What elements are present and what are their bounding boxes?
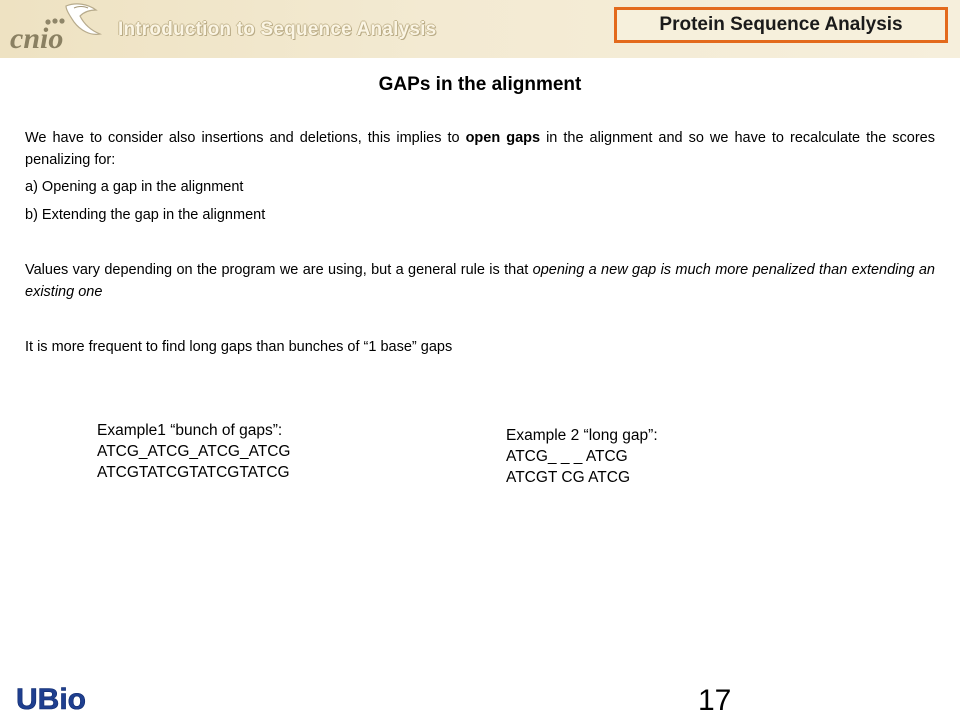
cnio-logo bbox=[4, 0, 114, 58]
paragraph-general-rule bbox=[25, 259, 935, 303]
paragraph-long-gaps: It is more frequent to find long gaps than bunches of “1 base” gaps bbox=[25, 339, 453, 355]
section-title-text: Protein Sequence Analysis bbox=[659, 14, 903, 35]
example2-sequence-full: ATCGT CG ATCG bbox=[506, 469, 631, 486]
general-rule-emphasis: opening a new gap is much more penalized than extending an existing one bbox=[25, 262, 935, 300]
page-number: 17 bbox=[698, 684, 732, 717]
paragraph-general-rule-start: Values vary depending on the program we are using, but a general rule is that bbox=[25, 262, 533, 278]
ubio-logo bbox=[14, 680, 104, 716]
section-title-badge bbox=[614, 7, 948, 43]
open-gaps-emphasis: open gaps bbox=[465, 130, 541, 146]
example2-sequence-gapped: ATCG_ _ _ ATCG bbox=[506, 448, 628, 465]
list-item-opening-gap: a) Opening a gap in the alignment bbox=[25, 179, 244, 195]
paragraph-gaps-intro-end: in the alignment and so we have to recalculate the scores penalizing for: bbox=[25, 130, 935, 168]
example-bunch-of-gaps bbox=[97, 420, 291, 483]
paragraph-gaps-intro bbox=[25, 127, 935, 171]
ubio-logo-text: UBio bbox=[16, 683, 86, 716]
example1-sequence-gapped: ATCG_ATCG_ATCG_ATCG bbox=[97, 443, 291, 460]
slide-title: GAPs in the alignment bbox=[378, 74, 582, 95]
example1-label: Example1 “bunch of gaps”: bbox=[97, 422, 283, 439]
cnio-logo-text: cnio bbox=[10, 22, 64, 55]
example1-sequence-full: ATCGTATCGTATCGTATCG bbox=[97, 464, 290, 481]
paragraph-gaps-intro-start: We have to consider also insertions and deletions, this implies to bbox=[25, 130, 466, 146]
example-long-gap bbox=[506, 425, 658, 488]
list-item-extending-gap: b) Extending the gap in the alignment bbox=[25, 207, 266, 223]
example2-label: Example 2 “long gap”: bbox=[506, 427, 658, 444]
presentation-subtitle: Introduction to Sequence Analysis bbox=[118, 19, 437, 40]
